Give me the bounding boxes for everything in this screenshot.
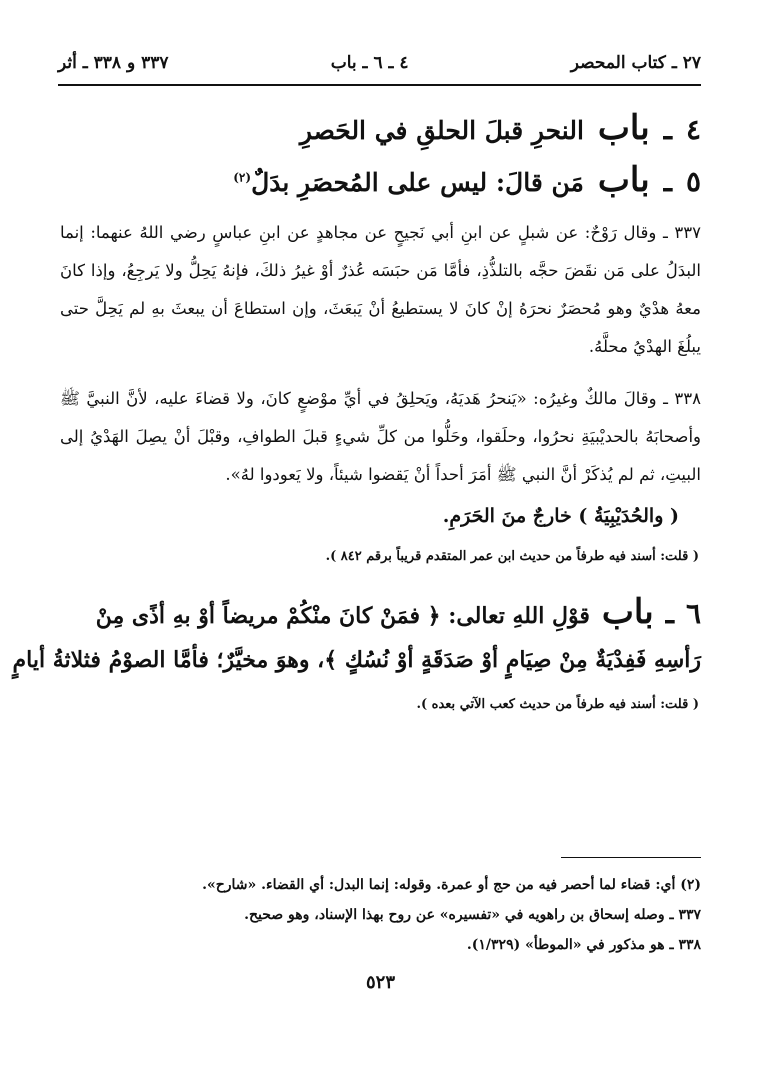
hadith-number: ٣٣٧: [674, 223, 701, 242]
header-divider: [58, 84, 701, 86]
footnote-mark: (٢): [233, 170, 252, 185]
chapter-number: ٤: [685, 113, 701, 146]
chapter-6-heading: [12, 590, 701, 682]
footnotes: [60, 870, 701, 960]
footnote: (٢) أي: قضاء لما أحصر فيه من حج أو عمرة. وقوله: إنما البدل: أي القضاء. «شارح».: [202, 877, 701, 893]
hadith-text: ـ وقالَ مالكٌ وغيرُه: «يَنحرُ هَديَهُ، ويَحلِقُ في أيِّ موْضعٍ كانَ، ولا قضاءَ عليه، لأنَّ النبيَّ ﷺ وأصحابَهُ بالحديْبيَةِ نحرُوا، وحلَقوا، وحَلُّوا من كلِّ شيءٍ قبلَ الطوافِ، وقبْلَ أنْ يصِلَ الهَدْيُ إلى البيتِ، ثم لم يُذكَرْ أنَّ النبي ﷺ أمَرَ أحداً أنْ يَقضوا شيئاً، ولا يَعودوا لهُ».: [60, 389, 701, 484]
chapter-number: ٦: [685, 597, 701, 630]
chapter-title-text: مَن قالَ: ليس على المُحصَرِ بدَلٌ: [251, 168, 584, 197]
footnote: ٣٣٨ ـ هو مذكور في «الموطأ» (١/٣٢٩).: [466, 937, 701, 953]
chapter-word: باب: [597, 108, 650, 148]
header-hadith-range: ٣٣٧ و ٣٣٨ ـ أثر: [58, 53, 169, 73]
page-number: ٥٢٣: [365, 972, 395, 993]
chapter-title: قوْلِ اللهِ تعالى: ﴿ فمَنْ كانَ منْكُمْ مريضاً أوْ بهِ أذًى مِنْ: [95, 603, 590, 629]
header-chapter-range: ٤ ـ ٦ ـ باب: [330, 53, 409, 73]
chapter-6-line-1: [60, 590, 701, 638]
hadith-text: ـ وقال رَوْحٌ: عن شبلٍ عن ابنِ أبي نَجيحٍ عن مجاهدٍ عن ابنِ عباسٍ رضي اللهُ عنهما: إنما البدَلُ على مَن نقَضَ حجَّه بالتلذُّذِ، فأمَّا مَن حبَسَه عُذرٌ أوْ غيرُ ذلكَ، فإنهُ يَحِلُّ ولا يَرجِعُ، وإذا كانَ معهُ هدْيٌ وهو مُحصَرٌ نحرَهُ إنْ كانَ لا يستطيعُ أنْ يَبعَثَ، وإن استطاعَ أن يبعثَ بهِ لم يَحِلَّ حتى يبلُغَ الهدْيُ محلَّهُ.: [60, 223, 701, 356]
running-header: [58, 44, 701, 82]
editor-note: ( قلت: أسند فيه طرفاً من حديث ابن عمر المتقدم قريباً برقم ٨٤٢ ).: [325, 549, 699, 564]
page-body: [12, 96, 701, 718]
hudaybiya-remark: ( والحُدَيْبِيَةُ ) خارجٌ منَ الحَرَمِ.: [442, 505, 679, 527]
chapter-4-heading: [60, 108, 701, 148]
chapter-dash: ـ: [663, 113, 672, 146]
chapter-number: ٥: [685, 165, 701, 198]
footnote: ٣٣٧ ـ وصله إسحاق بن راهويه في «تفسيره» عن روح بهذا الإسناد، وهو صحيح.: [244, 907, 701, 923]
chapter-5-heading: [60, 160, 701, 200]
chapter-dash: ـ: [663, 165, 672, 198]
hadith-number: ٣٣٨: [674, 389, 701, 408]
chapter-6-line-2: رَأسِهِ فَفِدْيَةٌ مِنْ صِيَامٍ أوْ صَدَقَةٍ أوْ نُسُكٍ ﴾، وهوَ مخيَّرٌ؛ فأمَّا الصوْمُ فثلاثةُ أيامٍ: [12, 647, 701, 673]
editor-note: ( قلت: أسند فيه طرفاً من حديث كعب الآتي بعده ).: [416, 697, 699, 712]
chapter-title: النحرِ قبلَ الحلقِ في الحَصرِ: [299, 116, 584, 145]
header-book-title: ٢٧ ـ كتاب المحصر: [570, 53, 701, 73]
chapter-title: [233, 168, 584, 197]
footnote-divider: [561, 857, 701, 858]
hadith-337: [60, 214, 701, 366]
chapter-word: باب: [601, 592, 654, 632]
hadith-338: [60, 380, 701, 494]
chapter-dash: ـ: [665, 597, 674, 630]
chapter-word: باب: [597, 160, 650, 200]
